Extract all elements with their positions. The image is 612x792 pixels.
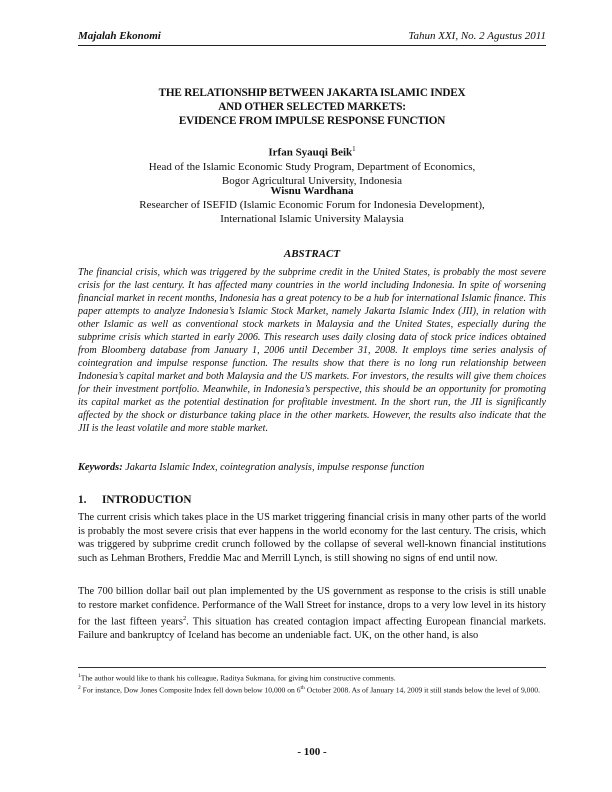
footnote-mark: 2 — [78, 685, 81, 691]
footnote-rule — [78, 667, 546, 668]
keywords-label: Keywords: — [78, 462, 123, 473]
section-title: INTRODUCTION — [102, 494, 192, 506]
keywords — [78, 461, 546, 474]
journal-name: Majalah Ekonomi — [78, 30, 161, 42]
section-heading — [78, 494, 546, 506]
footnote: $^1$The author would like to thank his colleague, Raditya Sukmana, for giving him constructive comments. — [78, 673, 396, 683]
keywords-text: Jakarta Islamic Index, cointegration analysis, impulse response function — [125, 462, 425, 473]
author-affiliation: Researcher of ISEFID (Islamic Economic Forum for Indonesia Development), — [139, 199, 485, 211]
section-number: 1. — [78, 494, 87, 506]
title-line: EVIDENCE FROM IMPULSE RESPONSE FUNCTION — [178, 115, 446, 127]
paper-title — [78, 86, 546, 128]
author-affiliation: International Islamic University Malaysia — [220, 213, 404, 225]
abstract-heading: ABSTRACT — [283, 248, 341, 260]
page-number: - 100 - — [297, 746, 327, 758]
author-name: Irfan Syauqi Beik$^1$ — [268, 145, 356, 159]
footnote-mark: 2 — [182, 615, 187, 623]
author-affiliation: Head of the Islamic Economic Study Program, Department of Economics, — [148, 160, 476, 173]
paragraph: The 700 billion dollar bail out plan implemented by the US government as response to the crisis is still unable to restore market confidence. Performance of the Wall Street for instance, drops to a very low level in its history for the last fifteen years$^2$. This situation has created contagion impact affecting European financial markets. Failure and bankruptcy of Iceland has become an undeniable fact. UK, on the other hand, is also — [78, 586, 547, 642]
footnote-mark: 1 — [352, 145, 356, 153]
author-block-1 — [78, 142, 546, 188]
title-line: THE RELATIONSHIP BETWEEN JAKARTA ISLAMIC INDEX — [158, 87, 466, 99]
abstract-text: The financial crisis, which was triggered by the subprime credit in the United States, is probably the most severe crisis for the last century. It has affected many countries in the world including Indonesia. In spite of worsening financial market in recent months, Indonesia has a great potency to be a hub for international Islamic finance. This paper attempts to analyze Indonesia’s Islamic Stock Market, namely Jakarta Islamic Index (JII), in relation with other Islamic as well as conventional stock markets in Malaysia and the United States, especially during the subprime crisis which started in early 2006. This research uses daily closing data of stock price indices obtained from Bloomberg database from January 1, 2006 until December 31, 2008. It employs time series analysis of cointegration and impulse response function. The results show that there is no long run relationship between Indonesia’s capital market and both Malaysia and the US markets. For investors, the results will give them choices for their investment portfolio. Meanwhile, in Indonesia’s perspective, this should be an opportunity for promoting its capital market as the potential destination for profitable investment. In the short run, the JII is significantly affected by the shock or disturbance taking place in the other markets. However, the results also indicate that the JII is the least volatile and more stable market. — [78, 267, 546, 434]
author-name: Wisnu Wardhana — [270, 185, 354, 197]
running-head — [78, 30, 546, 44]
header-rule — [78, 45, 546, 46]
author-block-2 — [78, 184, 546, 226]
footnote: $^2$ For instance, Dow Jones Composite Index fell down below 10,000 on 6th October 2008. As of January 14, 2009 it still stands below the level of 9,000. — [78, 685, 540, 695]
title-line: AND OTHER SELECTED MARKETS: — [218, 101, 406, 113]
author-affiliation: Bogor Agricultural University, Indonesia — [221, 174, 403, 187]
footnote-mark: 1 — [78, 673, 81, 679]
paragraph: The current crisis which takes place in the US market triggering financial crisis in many other parts of the world is probably the most severe crisis that ever happens in the world economy for the last century. The crisis, which was triggered by subprime credit crunch followed by the collapse of several well-known financial institutions such as Lehman Brothers, Freddie Mac and Merrill Lynch, is still showing no signs of end until now. — [78, 512, 546, 564]
issue-info: Tahun XXI, No. 2 Agustus 2011 — [408, 30, 546, 42]
